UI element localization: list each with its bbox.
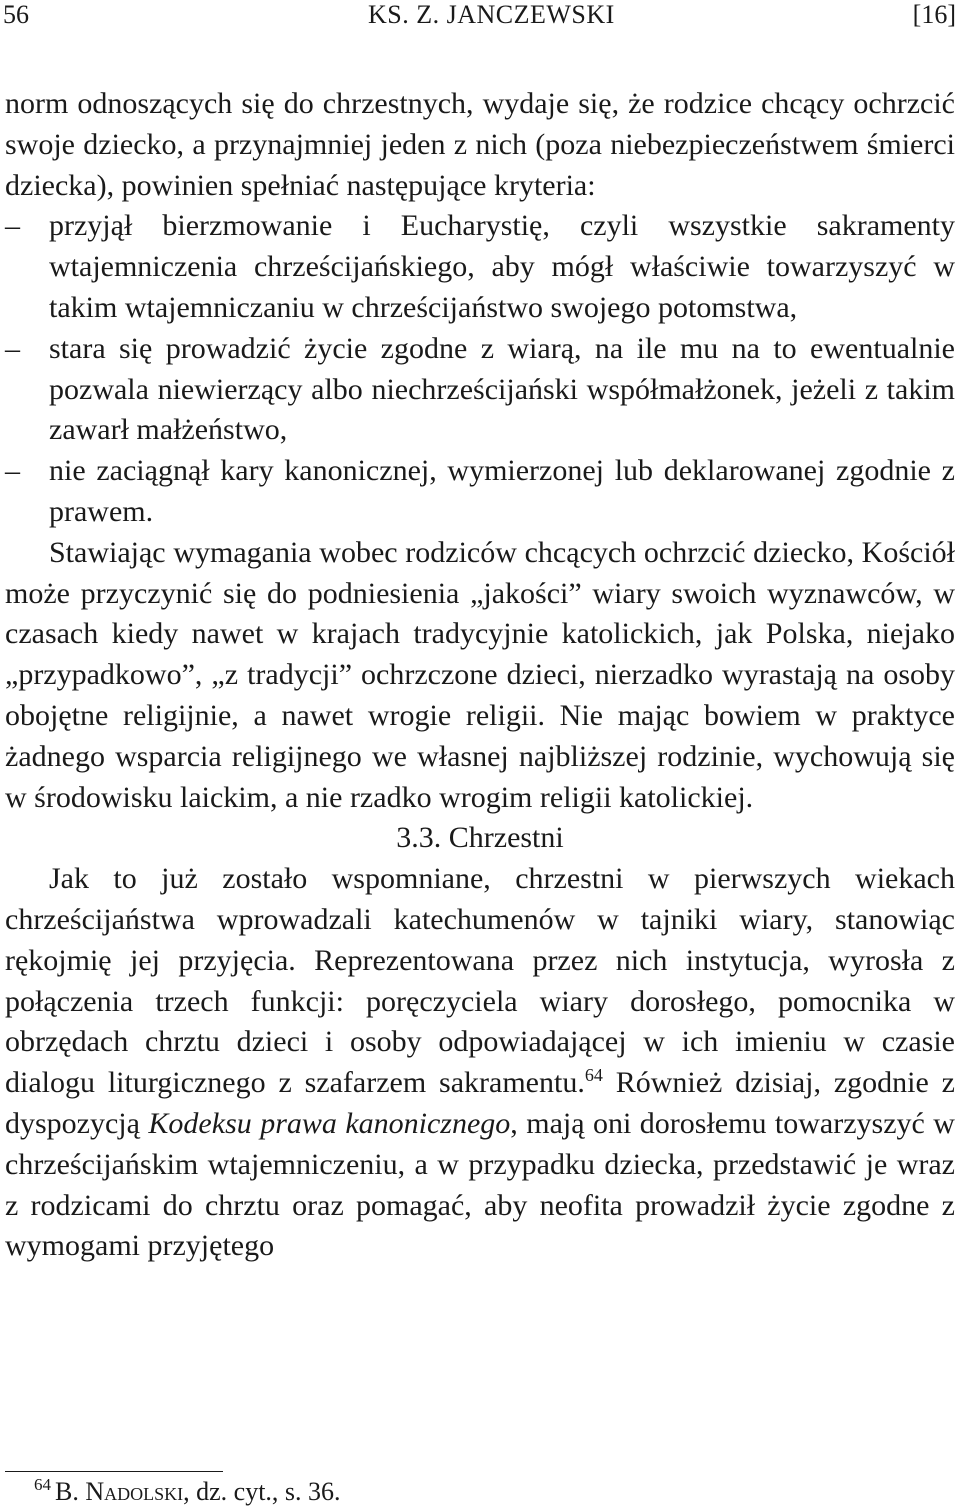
paragraph-requirements: Stawiając wymagania wobec rodziców chcących ochrzcić dziecko, Kościół może przyczynić się do podniesienia „jakości” wiary swoich wyznawców, w czasach kiedy nawet w krajach tradycyjnie katolickich, jak Polska, niejako „przypadkowo”, „z tradycji” ochrzczone dzieci, nierzadko wyrastają na osoby obojętne religijnie, a nawet wrogie religii. Nie mając bowiem w praktyce żadnego wsparcia religijnego we własnej najbliższej rodzinie, wychowują się w środowisku laickim, a nie rzadko wrogim religii katolickiej. bbox=[5, 535, 955, 814]
paragraph-godparents-part2: Również dzisiaj, zgodnie z dyspozycją bbox=[5, 1066, 955, 1140]
page-body bbox=[5, 84, 955, 1267]
section-heading: 3.3. Chrzestni bbox=[396, 821, 564, 855]
list-item bbox=[5, 451, 955, 533]
footnote-text-after: , dz. cyt., s. 36. bbox=[183, 1477, 341, 1506]
footnote-divider bbox=[5, 1471, 223, 1472]
paragraph-intro: norm odnoszących się do chrzestnych, wydaje się, że rodzice chcący ochrzcić swoje dziecko, a przynajmniej jeden z nich (poza niebezpieczeństwem śmierci dziecka), powinien spełniać następujące kryteria: bbox=[5, 87, 955, 202]
paragraph-godparents bbox=[5, 859, 955, 1267]
paragraph-godparents-part1: Jak to już zostało wspomniane, chrzestni w pierwszych wiekach chrześcijaństwa wprowadzali katechumenów w tajniki wiary, stanowiąc rękojmię jej przyjęcia. Reprezentowana przez nich instytucja, wyrosła z połączenia trzech funkcji: poręczyciela wiary dorosłego, pomocnika w obrzędach chrztu dzieci i osoby odpowiadającej w ich imieniu w czasie dialogu liturgicznego z szafarzem sakramentu. bbox=[5, 862, 955, 1100]
list-item bbox=[5, 206, 955, 328]
list-dash: – bbox=[5, 454, 20, 488]
footnote-reference[interactable]: 64 bbox=[584, 1065, 603, 1086]
footnote-number: 64 bbox=[34, 1475, 51, 1495]
list-dash: – bbox=[5, 209, 20, 243]
paragraph-godparents-part3: , mają oni dorosłemu towarzyszyć w chrześcijańskim wtajemniczeniu, a w przypadku dziecka, przedstawić je wraz z rodzicami do chrztu oraz pomagać, aby neofita prowadził życie zgodne z wymogami przyjętego bbox=[5, 1106, 955, 1263]
list-dash: – bbox=[5, 331, 20, 365]
list-item bbox=[5, 329, 955, 451]
list-item-text: przyjął bierzmowanie i Eucharystię, czyli wszystkie sakramenty wtajemniczenia chrześcijańskiego, aby mógł właściwie towarzyszyć w takim wtajemniczaniu w chrześcijaństwo swojego potomstwa, bbox=[49, 209, 955, 324]
page-header bbox=[0, 0, 960, 36]
code-title: Kodeksu prawa kanonicznego bbox=[148, 1106, 511, 1140]
footnote-text-before: B. bbox=[55, 1477, 86, 1506]
page-number: 56 bbox=[3, 0, 29, 29]
footnote-author: Nadolski bbox=[85, 1477, 184, 1506]
criteria-list bbox=[5, 206, 955, 532]
list-item-text: stara się prowadzić życie zgodne z wiarą, na ile mu na to ewentualnie pozwala niewierzący albo niechrześcijański współmałżonek, jeżeli z takim zawarł małżeństwo, bbox=[49, 331, 955, 447]
running-title: KS. Z. JANCZEWSKI bbox=[368, 0, 615, 29]
section-marker: [16] bbox=[912, 0, 956, 29]
list-item-text: nie zaciągnął kary kanonicznej, wymierzonej lub deklarowanej zgodnie z prawem. bbox=[49, 454, 955, 528]
footnote bbox=[34, 1477, 341, 1507]
